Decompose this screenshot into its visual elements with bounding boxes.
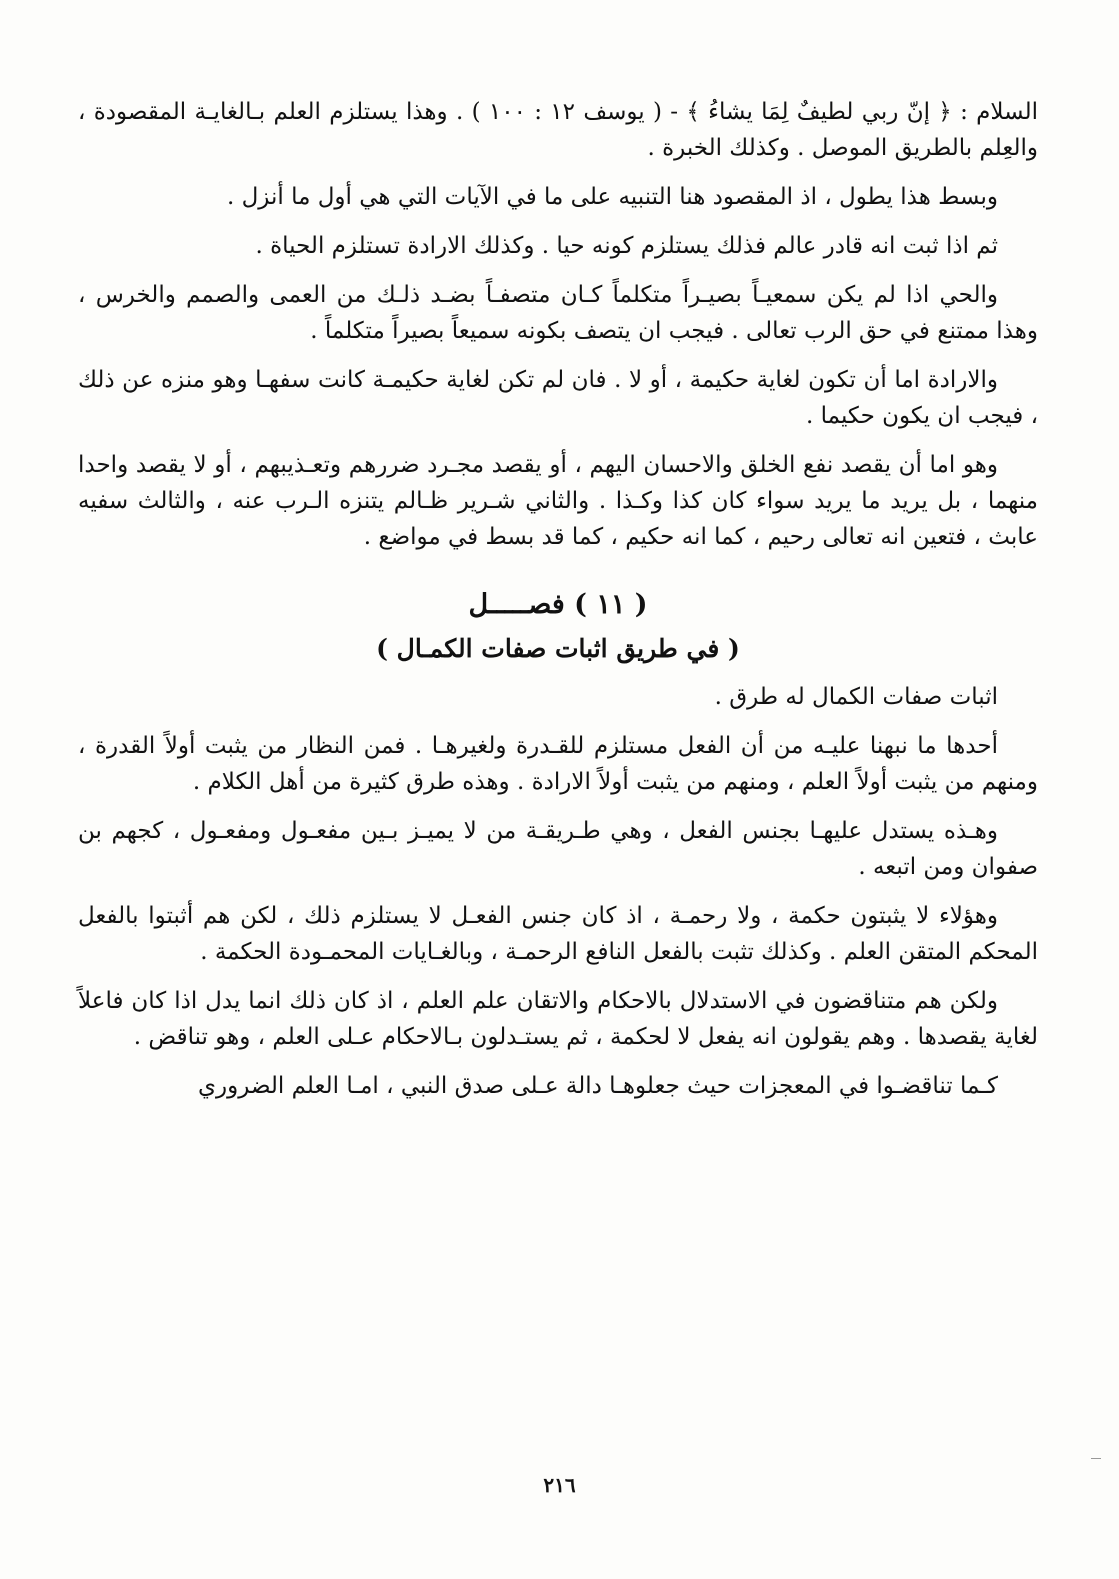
- paragraph: وبسط هذا يطول ، اذ المقصود هنا التنبيه على ما في الآيات التي هي أول ما أنزل .: [226, 184, 998, 210]
- page-number: ٢١٦: [543, 1473, 576, 1497]
- paragraph: السلام : ﴿ إنّ ربي لطيفٌ لِمَا يشاءُ ﴾ - ( يوسف ١٢ : ١٠٠ ) . وهذا يستلزم العلم بـالغايـة المقصودة ، والعِلم بالطريق الموصل . وكذلك الخبرة .: [78, 99, 1039, 161]
- paragraph: اثبات صفات الكمال له طرق .: [714, 684, 998, 710]
- paragraph: أحدها ما نبهنا عليـه من أن الفعل مستلزم للقـدرة ولغيرهـا . فمن النظار من يثبت أولاً القدرة ، ومنهم من يثبت أولاً العلم ، ومنهم من يثبت أولاً الارادة . وهذه طرق كثيرة من أهل الكلام .: [78, 733, 1038, 795]
- page-body: [78, 94, 1038, 1117]
- paragraph: وهو اما أن يقصد نفع الخلق والاحسان اليهم ، أو يقصد مجـرد ضررهم وتعـذيبهم ، أو لا يقصد واحدا منهما ، بل يريد ما يريد سواء كان كذا وكـذا . والثاني شـرير ظـالم يتنزه الـرب عنه ، والثالث سفيه عابث ، فتعين انه تعالى رحيم ، كما انه حكيم ، كما قد بسط في مواضع .: [78, 452, 1038, 550]
- paragraph: ثم اذا ثبت انه قادر عالم فذلك يستلزم كونه حيا . وكذلك الارادة تستلزم الحياة .: [255, 233, 998, 259]
- section-subheading: ( في طريق اثبات صفات الكمـال ): [376, 634, 740, 663]
- paragraph: وهـذه يستدل عليهـا بجنس الفعل ، وهي طـريقـة من لا يميـز بـين مفعـول ومفعـول ، كجهم بن صفوان ومن اتبعه .: [78, 818, 1038, 880]
- paragraph: والارادة اما أن تكون لغاية حكيمة ، أو لا . فان لم تكن لغاية حكيمـة كانت سفهـا وهو منزه عن ذلك ، فيجب ان يكون حكيما .: [78, 367, 1038, 429]
- paragraph: والحي اذا لم يكن سمعيـاً بصيـراً متكلماً كـان متصفـاً بضـد ذلـك من العمى والصمم والخرس ، وهذا ممتنع في حق الرب تعالى . فيجب ان يتصف بكونه سميعاً بصيراً متكلماً .: [78, 282, 1038, 344]
- paragraph: وهؤلاء لا يثبتون حكمة ، ولا رحمـة ، اذ كان جنس الفعـل لا يستلزم ذلك ، لكن هم أثبتوا بالفعل المحكم المتقن العلم . وكذلك تثبت بالفعل النافع الرحمـة ، وبالغـايات المحمـودة الحكمة .: [78, 903, 1038, 965]
- paragraph: كـما تناقضـوا في المعجزات حيث جعلوهـا دالة عـلى صدق النبي ، امـا العلم الضروري: [198, 1073, 998, 1099]
- paragraph: ولكن هم متناقضون في الاستدلال بالاحكام والاتقان علم العلم ، اذ كان ذلك انما يدل اذا كان فاعلاً لغاية يقصدها . وهم يقولون انه يفعل لا لحكمة ، ثم يستـدلون بـالاحكام عـلى العلم ، وهو تناقض .: [78, 988, 1038, 1050]
- section-heading: ( ١١ ) فصـــــل: [468, 589, 648, 620]
- scan-edge-mark: [1091, 1458, 1101, 1459]
